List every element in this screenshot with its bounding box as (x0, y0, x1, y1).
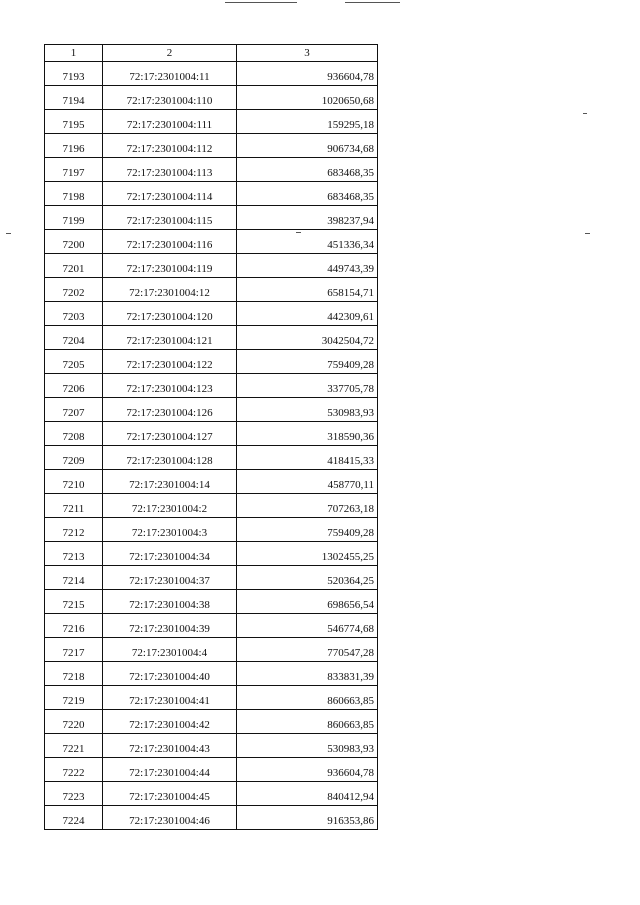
row-number: 7220 (45, 710, 103, 734)
row-number: 7203 (45, 302, 103, 326)
table-row (45, 110, 378, 134)
row-number: 7195 (45, 110, 103, 134)
cadastral-number: 72:17:2301004:11 (103, 62, 237, 86)
cadastral-value: 451336,34 (237, 230, 378, 254)
cadastral-number: 72:17:2301004:42 (103, 710, 237, 734)
row-number: 7208 (45, 422, 103, 446)
table-row (45, 470, 378, 494)
row-number: 7198 (45, 182, 103, 206)
cadastral-value: 530983,93 (237, 734, 378, 758)
row-number: 7219 (45, 686, 103, 710)
cadastral-number: 72:17:2301004:43 (103, 734, 237, 758)
row-number: 7221 (45, 734, 103, 758)
cadastral-value: 906734,68 (237, 134, 378, 158)
cadastral-value: 916353,86 (237, 806, 378, 830)
column-header-number: 1 (45, 45, 103, 62)
table-row (45, 374, 378, 398)
column-header-cadastral-number: 2 (103, 45, 237, 62)
row-number: 7204 (45, 326, 103, 350)
cadastral-value: 1302455,25 (237, 542, 378, 566)
table-header-row (45, 45, 378, 62)
table-row (45, 422, 378, 446)
cadastral-value: 337705,78 (237, 374, 378, 398)
cadastral-value: 707263,18 (237, 494, 378, 518)
cadastral-number: 72:17:2301004:122 (103, 350, 237, 374)
table-row (45, 494, 378, 518)
cadastral-value: 318590,36 (237, 422, 378, 446)
cadastral-number: 72:17:2301004:14 (103, 470, 237, 494)
table-row (45, 710, 378, 734)
row-number: 7207 (45, 398, 103, 422)
table-row (45, 86, 378, 110)
scan-artifact (345, 2, 400, 3)
row-number: 7222 (45, 758, 103, 782)
table-row (45, 350, 378, 374)
cadastral-number: 72:17:2301004:119 (103, 254, 237, 278)
cadastral-number: 72:17:2301004:34 (103, 542, 237, 566)
scan-artifact (585, 233, 590, 234)
table-row (45, 566, 378, 590)
row-number: 7216 (45, 614, 103, 638)
row-number: 7211 (45, 494, 103, 518)
table-row (45, 542, 378, 566)
table-row (45, 230, 378, 254)
row-number: 7196 (45, 134, 103, 158)
table-row (45, 662, 378, 686)
cadastral-value: 683468,35 (237, 182, 378, 206)
row-number: 7212 (45, 518, 103, 542)
row-number: 7218 (45, 662, 103, 686)
cadastral-value: 458770,11 (237, 470, 378, 494)
row-number: 7193 (45, 62, 103, 86)
cadastral-number: 72:17:2301004:126 (103, 398, 237, 422)
cadastral-value-table (44, 44, 378, 830)
row-number: 7206 (45, 374, 103, 398)
table-row (45, 62, 378, 86)
cadastral-number: 72:17:2301004:2 (103, 494, 237, 518)
cadastral-number: 72:17:2301004:40 (103, 662, 237, 686)
cadastral-value: 546774,68 (237, 614, 378, 638)
cadastral-value: 833831,39 (237, 662, 378, 686)
table-row (45, 806, 378, 830)
table-row (45, 518, 378, 542)
table-row (45, 206, 378, 230)
cadastral-number: 72:17:2301004:116 (103, 230, 237, 254)
cadastral-value: 683468,35 (237, 158, 378, 182)
cadastral-number: 72:17:2301004:12 (103, 278, 237, 302)
table-row (45, 734, 378, 758)
row-number: 7201 (45, 254, 103, 278)
cadastral-value: 3042504,72 (237, 326, 378, 350)
cadastral-number: 72:17:2301004:112 (103, 134, 237, 158)
column-header-cadastral-value: 3 (237, 45, 378, 62)
cadastral-number: 72:17:2301004:120 (103, 302, 237, 326)
table-row (45, 686, 378, 710)
table-row (45, 278, 378, 302)
cadastral-number: 72:17:2301004:4 (103, 638, 237, 662)
cadastral-value: 530983,93 (237, 398, 378, 422)
table-row (45, 398, 378, 422)
row-number: 7200 (45, 230, 103, 254)
row-number: 7209 (45, 446, 103, 470)
cadastral-number: 72:17:2301004:121 (103, 326, 237, 350)
row-number: 7197 (45, 158, 103, 182)
row-number: 7210 (45, 470, 103, 494)
scan-artifact (6, 233, 11, 234)
table-row (45, 638, 378, 662)
cadastral-number: 72:17:2301004:44 (103, 758, 237, 782)
cadastral-value: 418415,33 (237, 446, 378, 470)
table-row (45, 590, 378, 614)
table-row (45, 614, 378, 638)
row-number: 7215 (45, 590, 103, 614)
cadastral-number: 72:17:2301004:128 (103, 446, 237, 470)
cadastral-value: 759409,28 (237, 350, 378, 374)
cadastral-number: 72:17:2301004:3 (103, 518, 237, 542)
cadastral-value: 770547,28 (237, 638, 378, 662)
row-number: 7223 (45, 782, 103, 806)
cadastral-number: 72:17:2301004:46 (103, 806, 237, 830)
table-row (45, 446, 378, 470)
cadastral-number: 72:17:2301004:41 (103, 686, 237, 710)
cadastral-number: 72:17:2301004:113 (103, 158, 237, 182)
scan-artifact (225, 2, 297, 3)
cadastral-number: 72:17:2301004:123 (103, 374, 237, 398)
cadastral-number: 72:17:2301004:38 (103, 590, 237, 614)
cadastral-value: 840412,94 (237, 782, 378, 806)
cadastral-number: 72:17:2301004:45 (103, 782, 237, 806)
cadastral-value: 936604,78 (237, 758, 378, 782)
cadastral-value: 860663,85 (237, 686, 378, 710)
cadastral-number: 72:17:2301004:37 (103, 566, 237, 590)
row-number: 7213 (45, 542, 103, 566)
cadastral-number: 72:17:2301004:115 (103, 206, 237, 230)
row-number: 7199 (45, 206, 103, 230)
table-row (45, 254, 378, 278)
table-row (45, 158, 378, 182)
cadastral-value: 936604,78 (237, 62, 378, 86)
row-number: 7214 (45, 566, 103, 590)
row-number: 7205 (45, 350, 103, 374)
cadastral-value: 860663,85 (237, 710, 378, 734)
row-number: 7202 (45, 278, 103, 302)
table-row (45, 782, 378, 806)
cadastral-value: 159295,18 (237, 110, 378, 134)
cadastral-value: 759409,28 (237, 518, 378, 542)
cadastral-value: 658154,71 (237, 278, 378, 302)
table-row (45, 758, 378, 782)
cadastral-value: 520364,25 (237, 566, 378, 590)
cadastral-value: 442309,61 (237, 302, 378, 326)
cadastral-value: 698656,54 (237, 590, 378, 614)
row-number: 7224 (45, 806, 103, 830)
row-number: 7194 (45, 86, 103, 110)
table-row (45, 326, 378, 350)
cadastral-number: 72:17:2301004:110 (103, 86, 237, 110)
cadastral-number: 72:17:2301004:114 (103, 182, 237, 206)
cadastral-number: 72:17:2301004:39 (103, 614, 237, 638)
cadastral-value: 449743,39 (237, 254, 378, 278)
row-number: 7217 (45, 638, 103, 662)
scan-artifact (583, 113, 587, 114)
cadastral-value: 398237,94 (237, 206, 378, 230)
table-row (45, 134, 378, 158)
cadastral-number: 72:17:2301004:127 (103, 422, 237, 446)
table-row (45, 302, 378, 326)
cadastral-value: 1020650,68 (237, 86, 378, 110)
cadastral-number: 72:17:2301004:111 (103, 110, 237, 134)
table-row (45, 182, 378, 206)
